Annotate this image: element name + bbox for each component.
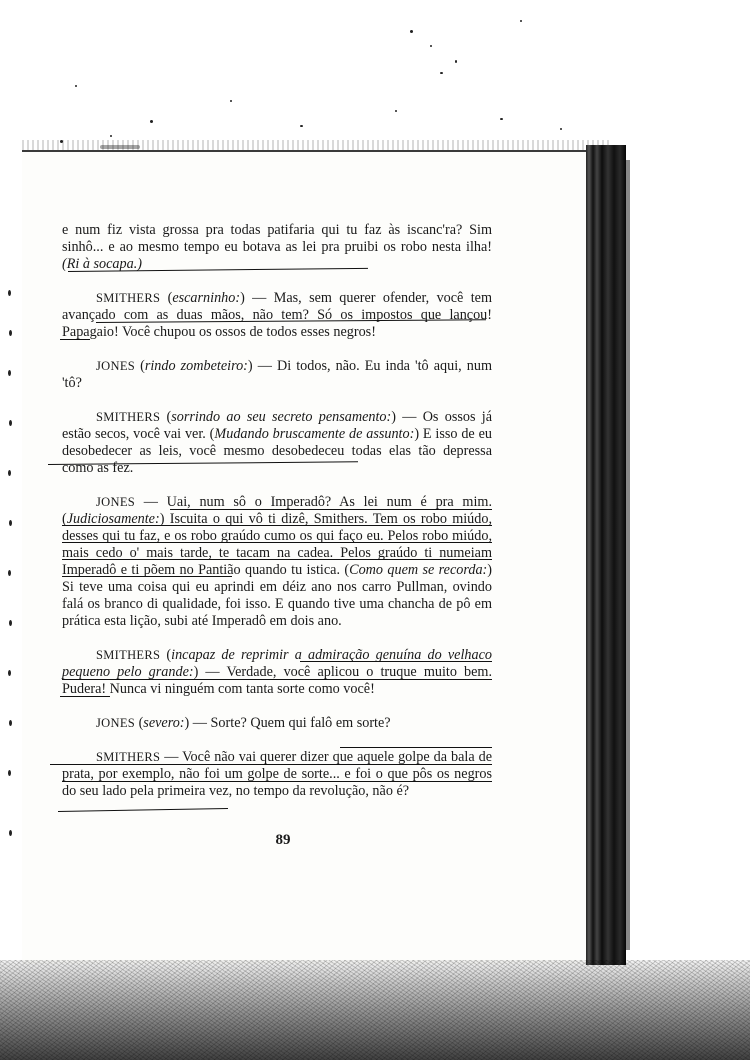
- dialogue-text: (: [135, 358, 145, 374]
- dialogue-text: (: [135, 715, 144, 731]
- stage-direction: Como quem se recorda:: [349, 562, 488, 578]
- page-text: [62, 222, 492, 800]
- dialogue-text: ) Iscuita o qui vô ti dizê, Smithers. Tem os robo miúdo, desses qui tu faz, e os robo graúdo cumo os qui faço eu. Pelos robo miúdo, mais cedo o' mais tarde, te tacam na cadea. Pelos graúdo ti numeiam Imperadô e ti põem no Pantião quando tu istica. (: [62, 511, 492, 578]
- scan-noise-top: [0, 0, 750, 160]
- paragraph: [62, 715, 492, 732]
- dialogue-text: ) — Sorte? Quem qui falô em sorte?: [184, 715, 391, 731]
- stage-direction: Judiciosamente:: [66, 511, 160, 527]
- speaker-name: SMITHERS: [96, 648, 161, 662]
- dialogue-text: (: [160, 647, 172, 663]
- book-spine: [586, 145, 626, 965]
- stage-direction: escarninho:: [172, 290, 241, 306]
- speaker-name: SMITHERS: [96, 750, 161, 764]
- scan-margin-dots: [0, 270, 20, 890]
- stage-direction: severo:: [143, 715, 185, 731]
- dialogue-text: — Você não vai querer dizer que aquele golpe da bala de prata, por exemplo, não foi um golpe de sorte... e foi o que pôs os negros do seu lado pela primeira vez, no tempo da revolução, não é?: [62, 749, 492, 799]
- dialogue-text: ) — Mas, sem querer ofender, você tem avançado com as duas mãos, não tem? Só os impostos que lançou! Papagaio! Você chupou os ossos de todos esses negros!: [62, 290, 492, 340]
- dialogue-text: ) Si teve uma coisa qui eu aprindi em déiz ano nos carro Pullman, ovindo falá os branco di qualidade, foi isso. E quando tive uma chancha de pô em prática esta lição, subi até Imperadô em dois ano.: [62, 562, 492, 629]
- speaker-name: SMITHERS: [96, 291, 161, 305]
- paragraph: [62, 494, 492, 630]
- paragraph-gap: [62, 341, 492, 358]
- speaker-name: JONES: [96, 716, 136, 730]
- dialogue-text: ) — Os ossos já estão secos, você vai ver. (: [62, 409, 492, 442]
- dialogue-text: ) — Verdade, você aplicou o truque muito bem. Pudera! Nunca vi ninguém com tanta sorte como você!: [62, 664, 492, 697]
- dialogue-text: ) E isso de eu desobedecer as leis, você mesmo desobedeceu todas elas tão depressa como as fez.: [62, 426, 492, 476]
- speaker-name: JONES: [96, 359, 136, 373]
- paragraph: [62, 409, 492, 477]
- page-number: 89: [275, 832, 291, 848]
- paragraph-gap: [62, 392, 492, 409]
- scan-noise-bottom: [0, 960, 750, 1060]
- paragraph-gap: [62, 698, 492, 715]
- speaker-name: JONES: [96, 495, 136, 509]
- dialogue-text: — Uai, num sô o Imperadô? As lei num é pra mim. (: [62, 494, 492, 527]
- stage-direction: sorrindo ao seu secreto pensamento:: [171, 409, 392, 425]
- paragraph: [62, 358, 492, 392]
- stage-direction: incapaz de reprimir a admiração genuína do velhaco pequeno pelo grande:: [62, 647, 492, 680]
- dialogue-text: (: [160, 290, 173, 306]
- stage-direction: (Ri à socapa.): [62, 256, 142, 272]
- dialogue-text: (: [160, 409, 172, 425]
- dialogue-text: ) — Di todos, não. Eu inda 'tô aqui, num 'tô?: [62, 358, 492, 391]
- paragraph: [62, 647, 492, 698]
- stage-direction: rindo zombeteiro:: [144, 358, 248, 374]
- paragraph-gap: [62, 477, 492, 494]
- paragraph-gap: [62, 630, 492, 647]
- paragraph-gap: [62, 273, 492, 290]
- paragraph: [62, 222, 492, 273]
- paragraph: [62, 290, 492, 341]
- book-spine-edge: [626, 160, 630, 950]
- stage-direction: Mudando bruscamente de assunto:: [214, 426, 415, 442]
- speaker-name: SMITHERS: [96, 410, 161, 424]
- paragraph: [62, 749, 492, 800]
- dialogue-text: e num fiz vista grossa pra todas patifaria qui tu faz às iscanc'ra? Sim sinhô... e ao mesmo tempo eu botava as lei pra pruibi os robo nesta ilha!: [62, 222, 492, 255]
